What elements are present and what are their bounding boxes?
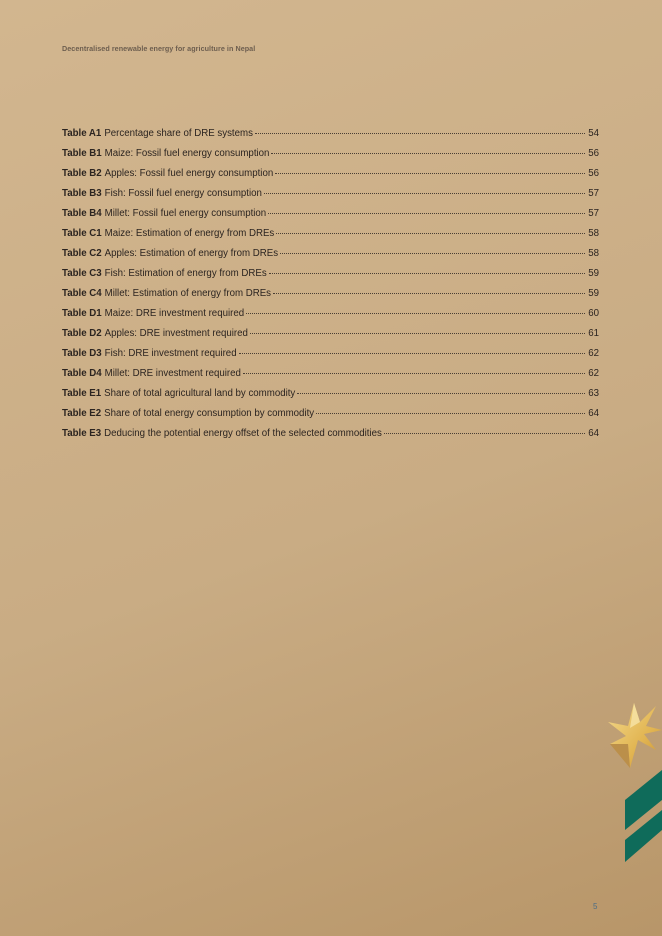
toc-entry-page: 63 [588, 388, 599, 399]
dot-leader [384, 433, 585, 434]
toc-entry-title: Fish: DRE investment required [104, 348, 237, 359]
toc-entry-label: Table D3 [62, 348, 102, 359]
toc-entry[interactable] [62, 164, 599, 184]
gold-star-shape [608, 703, 662, 768]
dot-leader [280, 253, 585, 254]
toc-entry-title: Apples: Estimation of energy from DREs [104, 248, 279, 259]
star-and-stripes-logo-icon [600, 700, 662, 870]
toc-entry-title: Apples: DRE investment required [104, 328, 248, 339]
toc-entry-label: Table E3 [62, 428, 102, 439]
toc-entry-title: Apples: Fossil fuel energy consumption [104, 168, 274, 179]
toc-entry-title: Share of total energy consumption by commodity [104, 408, 315, 419]
toc-entry-label: Table C4 [62, 288, 102, 299]
toc-entry-title: Millet: DRE investment required [104, 368, 241, 379]
dot-leader [250, 333, 585, 334]
toc-entry-page: 62 [588, 348, 599, 359]
toc-entry-title: Millet: Fossil fuel energy consumption [104, 208, 267, 219]
dot-leader [264, 193, 585, 194]
toc-entry-page: 64 [588, 428, 599, 439]
toc-entry[interactable] [62, 284, 599, 304]
toc-entry-title: Fish: Estimation of energy from DREs [104, 268, 267, 279]
toc-entry-title: Fish: Fossil fuel energy consumption [104, 188, 262, 199]
toc-entry-label: Table B3 [62, 188, 102, 199]
toc-entry[interactable] [62, 224, 599, 244]
toc-entry-page: 62 [588, 368, 599, 379]
toc-entry-page: 57 [588, 188, 599, 199]
toc-entry-label: Table A1 [62, 128, 102, 139]
toc-entry-label: Table C2 [62, 248, 102, 259]
toc-entry-label: Table C3 [62, 268, 102, 279]
list-of-tables [62, 124, 599, 444]
dot-leader [273, 293, 585, 294]
toc-entry[interactable] [62, 204, 599, 224]
toc-entry-label: Table D2 [62, 328, 102, 339]
toc-entry[interactable] [62, 424, 599, 444]
toc-entry-page: 58 [588, 248, 599, 259]
toc-entry-label: Table C1 [62, 228, 102, 239]
dot-leader [276, 233, 585, 234]
toc-entry-title: Share of total agricultural land by commodity [104, 388, 296, 399]
dot-leader [239, 353, 585, 354]
toc-entry[interactable] [62, 344, 599, 364]
dot-leader [275, 173, 585, 174]
dot-leader [243, 373, 585, 374]
toc-entry-title: Maize: Estimation of energy from DREs [104, 228, 275, 239]
toc-entry-label: Table B4 [62, 208, 102, 219]
toc-entry[interactable] [62, 324, 599, 344]
toc-entry[interactable] [62, 124, 599, 144]
toc-entry-label: Table E1 [62, 388, 102, 399]
toc-entry-label: Table B1 [62, 148, 102, 159]
toc-entry-label: Table E2 [62, 408, 102, 419]
toc-entry-title: Millet: Estimation of energy from DREs [104, 288, 272, 299]
toc-entry-page: 64 [588, 408, 599, 419]
dot-leader [297, 393, 585, 394]
dot-leader [316, 413, 585, 414]
toc-entry-label: Table D4 [62, 368, 102, 379]
toc-entry-label: Table D1 [62, 308, 102, 319]
dot-leader [271, 153, 585, 154]
toc-entry-title: Maize: DRE investment required [104, 308, 245, 319]
toc-entry-page: 58 [588, 228, 599, 239]
dot-leader [268, 213, 585, 214]
toc-entry-page: 54 [588, 128, 599, 139]
toc-entry[interactable] [62, 364, 599, 384]
green-stripes-shape [625, 770, 662, 862]
running-header: Decentralised renewable energy for agriculture in Nepal [62, 44, 256, 53]
toc-entry-title: Percentage share of DRE systems [104, 128, 253, 139]
toc-entry-page: 61 [588, 328, 599, 339]
toc-entry-page: 59 [588, 268, 599, 279]
toc-entry[interactable] [62, 264, 599, 284]
dot-leader [269, 273, 585, 274]
toc-entry[interactable] [62, 184, 599, 204]
toc-entry-title: Deducing the potential energy offset of the selected commodities [104, 428, 382, 439]
page-number: 5 [593, 902, 598, 911]
toc-entry-page: 60 [588, 308, 599, 319]
toc-entry[interactable] [62, 304, 599, 324]
toc-entry-label: Table B2 [62, 168, 102, 179]
toc-entry-page: 56 [588, 148, 599, 159]
toc-entry[interactable] [62, 384, 599, 404]
toc-entry-page: 57 [588, 208, 599, 219]
toc-entry-page: 59 [588, 288, 599, 299]
toc-entry-page: 56 [588, 168, 599, 179]
toc-entry[interactable] [62, 244, 599, 264]
dot-leader [255, 133, 585, 134]
toc-entry-title: Maize: Fossil fuel energy consumption [104, 148, 270, 159]
toc-entry[interactable] [62, 144, 599, 164]
dot-leader [246, 313, 585, 314]
toc-entry[interactable] [62, 404, 599, 424]
